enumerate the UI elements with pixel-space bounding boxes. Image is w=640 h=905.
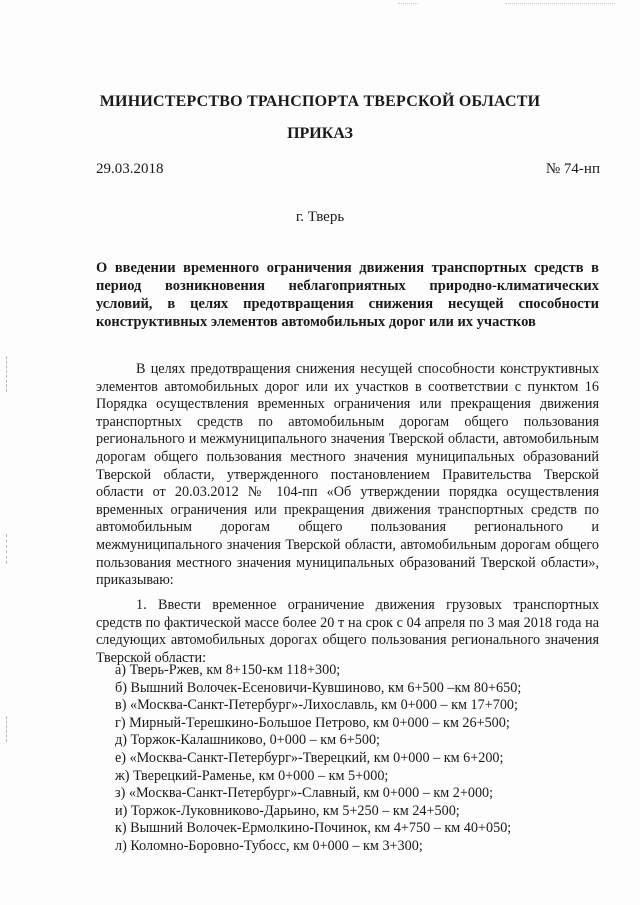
list-item: г) Мирный-Терешкино-Большое Петрово, км 0+000 – км 26+500;: [115, 714, 510, 731]
order-number: № 74-нп: [545, 161, 600, 177]
list-item: б) Вышний Волочек-Есеновичи-Кувшиново, км 6+500 –км 80+650;: [115, 679, 522, 696]
scan-artifact-left: [6, 716, 8, 742]
order-city: г. Тверь: [295, 209, 345, 225]
list-item: в) «Москва-Санкт-Петербург»-Лихославль, км 0+000 – км 17+700;: [115, 697, 518, 714]
item-1-paragraph: 1. Ввести временное ограничение движения грузовых транспортных средств по фактической массе более 20 т на срок с 04 апреля по 3 мая 2018 года на следующих автомобильных дорогах общего пользования регионального значения Тверской области:: [96, 597, 599, 666]
document-type: ПРИКАЗ: [287, 125, 353, 142]
road-list: [115, 662, 521, 856]
list-item: ж) Тверецкий-Раменье, км 0+000 – км 5+000;: [115, 767, 389, 784]
scan-artifact-top: [398, 3, 418, 5]
ministry-heading: МИНИСТЕРСТВО ТРАНСПОРТА ТВЕРСКОЙ ОБЛАСТИ: [99, 93, 541, 110]
scan-artifact-top: [505, 3, 615, 5]
scan-artifact-left: [6, 356, 8, 392]
list-item: к) Вышний Волочек-Ермолкино-Починок, км 4+750 – км 40+050;: [115, 820, 512, 837]
list-item: з) «Москва-Санкт-Петербург»-Славный, км 0+000 – км 2+000;: [115, 785, 494, 802]
list-item: л) Коломно-Боровно-Тубосс, км 0+000 – км 3+300;: [115, 837, 423, 854]
order-date: 29.03.2018: [96, 161, 164, 177]
list-item: д) Торжок-Калашниково, 0+000 – км 6+500;: [115, 732, 380, 749]
order-subject: О введении временного ограничения движения транспортных средств в период возникновения неблагоприятных природно-климатических условий, в целях предотвращения снижения несущей способности конструктивных элементов автомобильных дорог или их участков: [96, 260, 599, 330]
list-item: е) «Москва-Санкт-Петербург»-Тверецкий, км 0+000 – км 6+200;: [115, 749, 504, 766]
list-item: а) Тверь-Ржев, км 8+150-км 118+300;: [115, 662, 341, 678]
list-item: и) Торжок-Луковниково-Дарьино, км 5+250 – км 24+500;: [115, 802, 460, 819]
scan-artifact-left: [6, 534, 8, 564]
preamble-paragraph: В целях предотвращения снижения несущей способности конструктивных элементов автомобильных дорог или их участков в соответствии с пунктом 16 Порядка осуществления временных ограничения или прекращения движения транспортных средств по автомобильным дорогам общего пользования регионального и межмуниципального значения Тверской области, автомобильным дорогам общего пользования местного значения муниципальных образований Тверской области, утвержденного постановлением Правительства Тверской области от 20.03.2012 № 104-пп «Об утверждении порядка осуществления временных ограничения или прекращения движения транспортных средств по автомобильным дорогам общего пользования регионального и межмуниципального значения Тверской области, автомобильным дорогам общего пользования местного значения муниципальных образований Тверской области», приказываю:: [96, 361, 599, 589]
